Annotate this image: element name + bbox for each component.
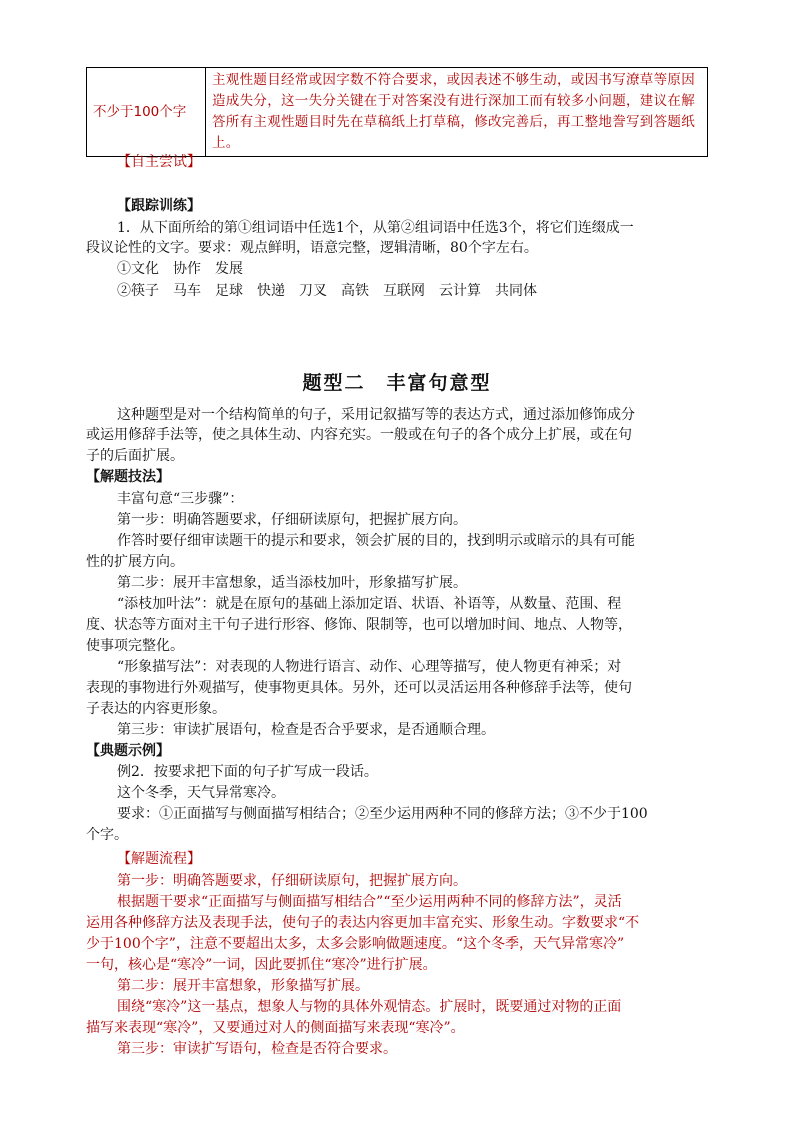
section-title: 题型二 丰富句意型 (302, 372, 492, 394)
technique-line: 第二步：展开丰富想象，适当添枝加叶，形象描写扩展。 (117, 575, 467, 591)
intro-line: 或运用修辞手法等，使之具体生动、内容充实。一般或在句子的各个成分上扩展，或在句 (86, 427, 632, 443)
word-group-2: ②筷子 马车 足球 快递 刀叉 高铁 互联网 云计算 共同体 (117, 283, 537, 299)
technique-line: “形象描写法”：对表现的人物进行语言、动作、心理等描写，使人物更有神采；对 (117, 659, 622, 675)
process-line: 第一步：明确答题要求，仔细研读原句，把握扩展方向。 (117, 873, 467, 889)
question-1-line-2: 段议论性的文字。要求：观点鲜明，语意完整，逻辑清晰，80个字左右。 (86, 240, 538, 256)
question-1-line-1: 1．从下面所给的第①组词语中任选1个，从第②组词语中任选3个，将它们连缀成一 (117, 220, 634, 236)
word-group-1: ①文化 协作 发展 (117, 261, 243, 277)
technique-line: 第一步：明确答题要求，仔细研读原句，把握扩展方向。 (117, 512, 467, 528)
example-line: 个字。 (86, 827, 128, 843)
technique-line: 作答时要仔细审读题干的提示和要求，领会扩展的目的，找到明示或暗示的具有可能 (117, 533, 635, 549)
process-line: 围绕“寒冷”这一基点，想象人与物的具体外观情态。扩展时，既要通过对物的正面 (117, 999, 622, 1015)
table-cell-requirement: 不少于100个字 (87, 68, 206, 157)
technique-line: “添枝加叶法”：就是在原句的基础上添加定语、状语、补语等，从数量、范围、程 (117, 596, 622, 612)
technique-line: 使事项完整化。 (86, 638, 184, 654)
process-line: 描写来表现“寒冷”，又要通过对人的侧面描写来表现“寒冷”。 (86, 1020, 465, 1036)
tracking-heading: 【跟踪训练】 (117, 198, 201, 214)
example-heading: 【典题示例】 (86, 743, 170, 759)
table-cell-advice: 主观性题目经常或因字数不符合要求，或因表述不够生动，或因书写潦草等原因造成失分，这一失分关键在于对答案没有进行深加工而有较多小问题，建议在解答所有主观性题目时先在草稿纸上打草稿，修改完善后，再工整地誊写到答题纸上。 (206, 68, 708, 157)
intro-line: 子的后面扩展。 (86, 448, 184, 464)
intro-line: 这种题型是对一个结构简单的句子，采用记叙描写等的表达方式，通过添加修饰成分 (117, 407, 635, 423)
example-line: 这个冬季，天气异常寒冷。 (117, 785, 285, 801)
process-line: 根据题干要求“正面描写与侧面描写相结合”“至少运用两种不同的修辞方法”，灵活 (117, 894, 622, 910)
process-line: 一句，核心是“寒冷”一词，因此要抓住“寒冷”进行扩展。 (86, 957, 437, 973)
table-row (87, 68, 708, 157)
example-line: 例2．按要求把下面的句子扩写成一段话。 (117, 764, 378, 780)
process-line: 第三步：审读扩写语句，检查是否符合要求。 (117, 1041, 397, 1057)
technique-line: 性的扩展方向。 (86, 554, 184, 570)
process-line: 第二步：展开丰富想象，形象描写扩展。 (117, 978, 369, 994)
process-line: 少于100个字”，注意不要超出太多，太多会影响做题速度。“这个冬季，天气异常寒冷” (86, 936, 625, 952)
process-heading: 【解题流程】 (117, 851, 201, 867)
self-try-heading: 【自主尝试】 (117, 154, 201, 170)
technique-line: 子表达的内容更形象。 (86, 701, 226, 717)
technique-line: 度、状态等方面对主干句子进行形容、修饰、限制等，也可以增加时间、地点、人物等， (86, 617, 632, 633)
technique-line: 丰富句意“三步骤”： (117, 491, 244, 507)
technique-line: 第三步：审读扩展语句，检查是否合乎要求，是否通顺合理。 (117, 722, 495, 738)
requirement-table (86, 67, 708, 157)
technique-heading: 【解题技法】 (86, 469, 170, 485)
example-line: 要求：①正面描写与侧面描写相结合；②至少运用两种不同的修辞方法；③不少于100 (117, 806, 648, 822)
technique-line: 表现的事物进行外观描写，使事物更具体。另外，还可以灵活运用各种修辞手法等，使句 (86, 680, 632, 696)
process-line: 运用各种修辞方法及表现手法，使句子的表达内容更加丰富充实、形象生动。字数要求“不 (86, 915, 640, 931)
